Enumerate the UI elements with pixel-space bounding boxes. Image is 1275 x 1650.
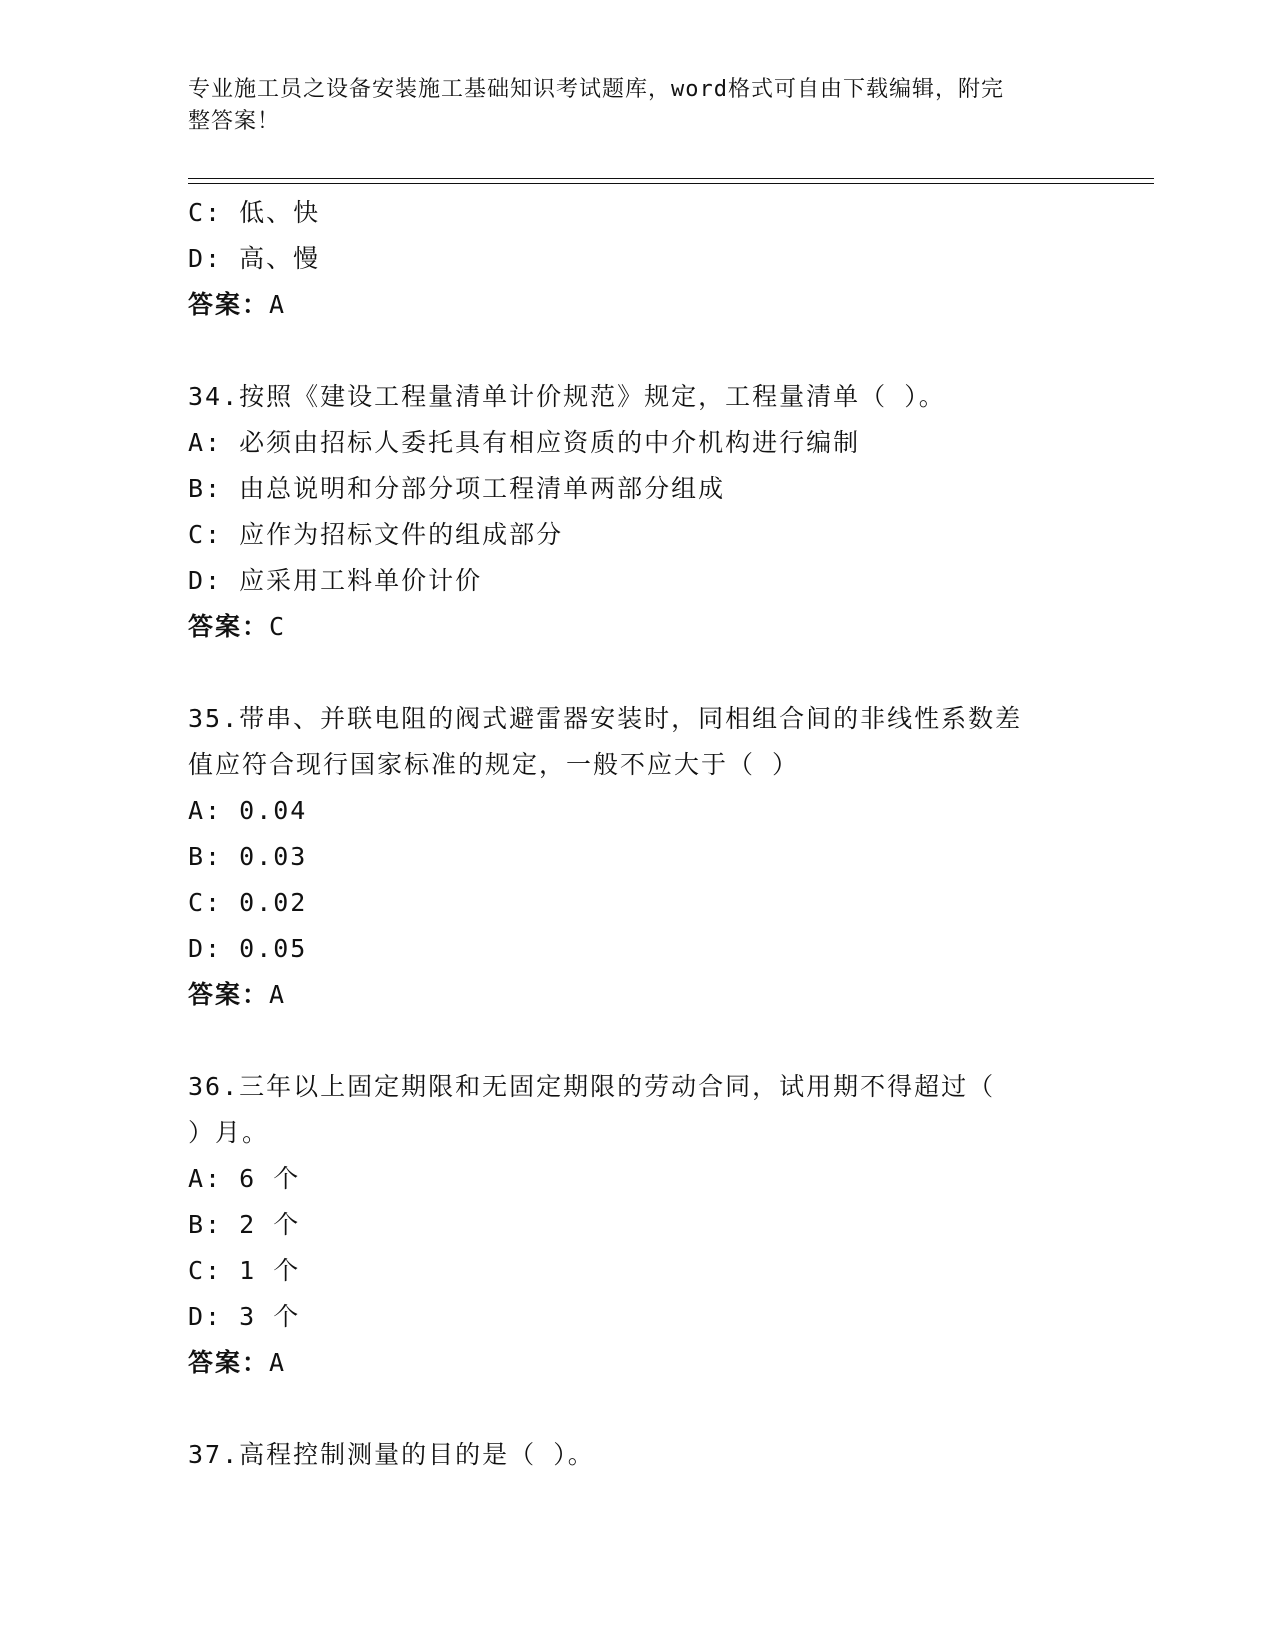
option-d: D: 0.05 bbox=[188, 934, 308, 963]
option-b: B: 2 个 bbox=[188, 1210, 301, 1239]
option-d: D: 应采用工料单价计价 bbox=[188, 566, 483, 595]
option-b: B: 0.03 bbox=[188, 842, 308, 871]
page-header bbox=[188, 74, 1068, 138]
question-stem: 37.高程控制测量的目的是（ ）。 bbox=[188, 1440, 595, 1469]
question-34 bbox=[188, 374, 1088, 650]
option-c: C: 应作为招标文件的组成部分 bbox=[188, 520, 564, 549]
answer-value: A bbox=[269, 980, 287, 1009]
question-stem: 34.按照《建设工程量清单计价规范》规定，工程量清单（ ）。 bbox=[188, 382, 946, 411]
option-c: C: 0.02 bbox=[188, 888, 308, 917]
answer-line bbox=[188, 972, 1088, 1018]
answer-value: A bbox=[269, 1348, 287, 1377]
question-stem-continued: ）月。 bbox=[188, 1118, 270, 1147]
spacer bbox=[188, 650, 1088, 696]
option-b: B: 由总说明和分部分项工程清单两部分组成 bbox=[188, 474, 726, 503]
question-37 bbox=[188, 1432, 1088, 1478]
header-title-line-2: 整答案！ bbox=[188, 109, 281, 134]
spacer bbox=[188, 328, 1088, 374]
header-divider-top bbox=[188, 178, 1154, 179]
spacer bbox=[188, 1386, 1088, 1432]
option-a: A: 6 个 bbox=[188, 1164, 301, 1193]
question-35 bbox=[188, 696, 1088, 1018]
answer-line bbox=[188, 1340, 1088, 1386]
question-stem: 36.三年以上固定期限和无固定期限的劳动合同，试用期不得超过（ bbox=[188, 1072, 996, 1101]
question-stem-continued: 值应符合现行国家标准的规定，一般不应大于（ ） bbox=[188, 750, 800, 779]
question-list bbox=[188, 190, 1088, 1478]
header-title-line-1: 专业施工员之设备安装施工基础知识考试题库，word格式可自由下载编辑，附完 bbox=[188, 77, 1004, 102]
spacer bbox=[188, 1018, 1088, 1064]
option-c: C: 1 个 bbox=[188, 1256, 301, 1285]
option-c: C: 低、快 bbox=[188, 198, 321, 227]
answer-label: 答案： bbox=[188, 612, 270, 641]
question-36 bbox=[188, 1064, 1088, 1386]
answer-value: C bbox=[269, 612, 287, 641]
answer-label: 答案： bbox=[188, 980, 270, 1009]
option-a: A: 0.04 bbox=[188, 796, 308, 825]
answer-label: 答案： bbox=[188, 290, 270, 319]
answer-line bbox=[188, 282, 1088, 328]
answer-line bbox=[188, 604, 1088, 650]
option-a: A: 必须由招标人委托具有相应资质的中介机构进行编制 bbox=[188, 428, 861, 457]
answer-label: 答案： bbox=[188, 1348, 270, 1377]
answer-value: A bbox=[269, 290, 287, 319]
option-d: D: 高、慢 bbox=[188, 244, 321, 273]
question-33-continuation bbox=[188, 190, 1088, 328]
header-divider-bottom bbox=[188, 183, 1154, 184]
option-d: D: 3 个 bbox=[188, 1302, 301, 1331]
question-stem: 35.带串、并联电阻的阀式避雷器安装时，同相组合间的非线性系数差 bbox=[188, 704, 1023, 733]
